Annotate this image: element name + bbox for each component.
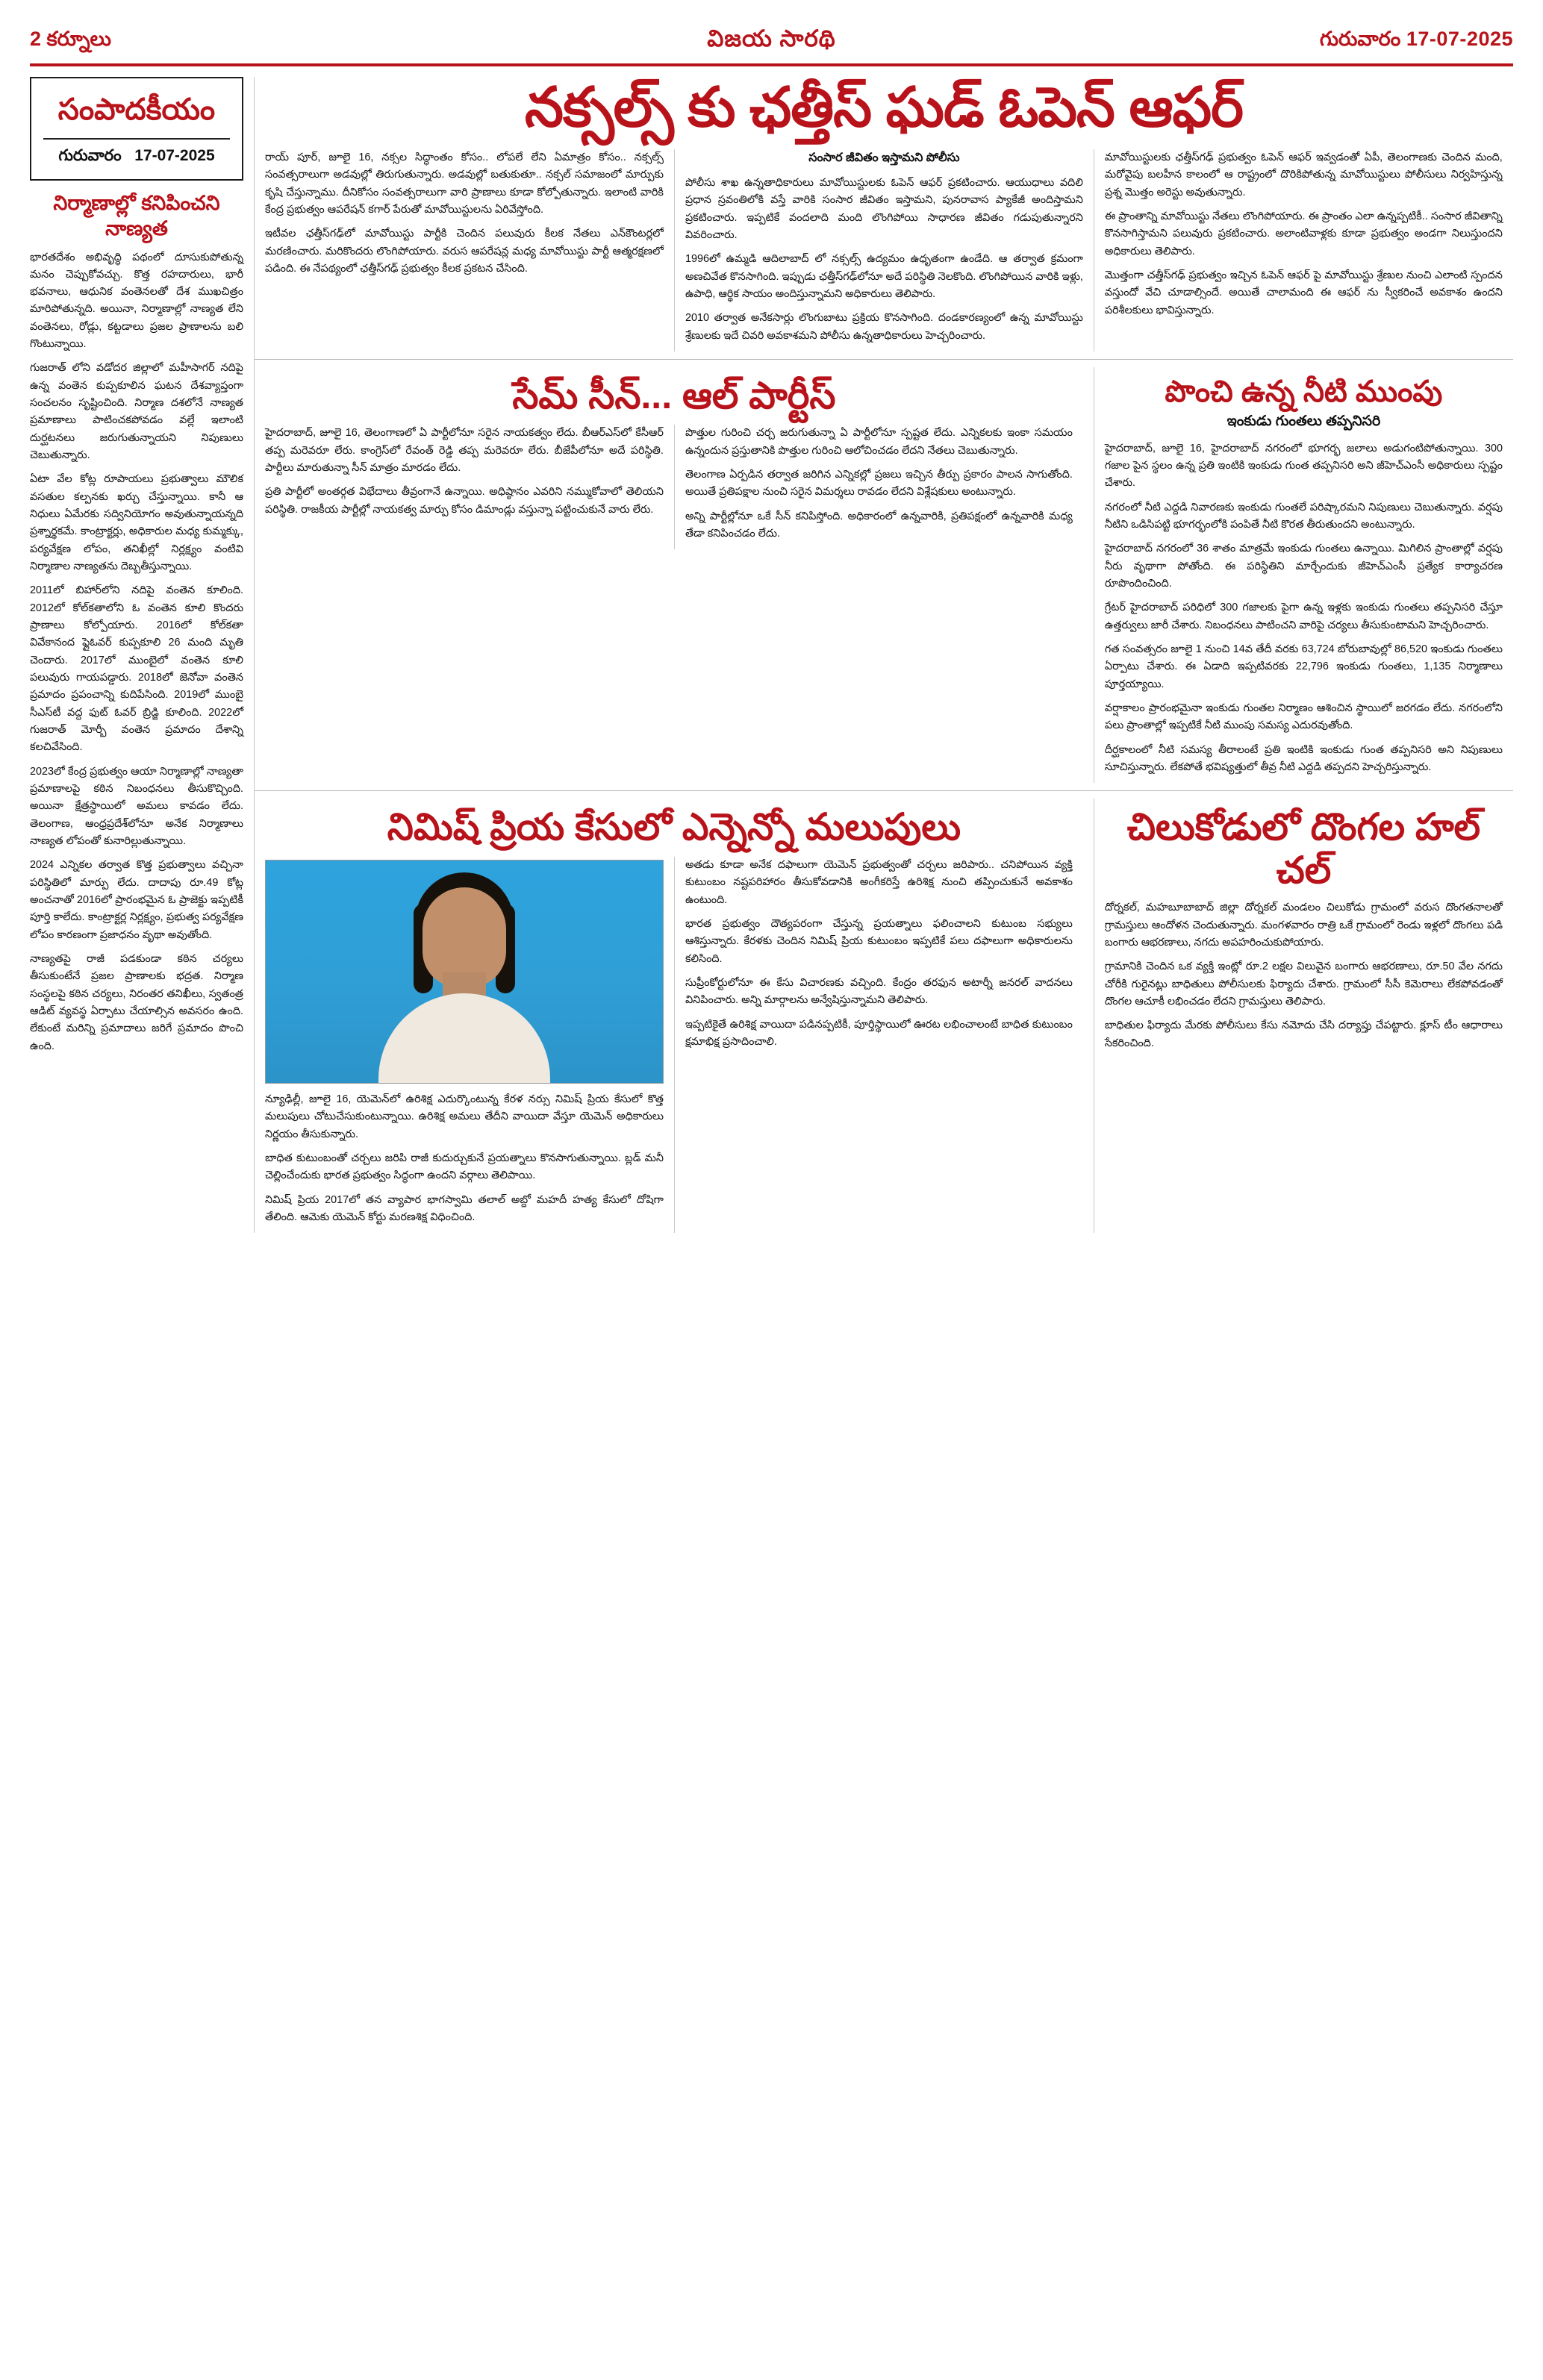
page-content: [30, 77, 1513, 1233]
nimisha-photo: [265, 860, 664, 1084]
water-para: వర్షాకాలం ప్రారంభమైనా ఇంకుడు గుంతల నిర్మాణం ఆశించిన స్థాయిలో జరగడం లేదు. నగరంలోని పలు ప్రాంతాల్లో ఇప్పటికే నీటి ముంపు సమస్య ఎదురవుతోంది.: [1104, 702, 1503, 732]
lead-para: ఇటీవల ఛత్తీస్‌గఢ్‌లో మావోయిస్టు పార్టీకి చెందిన పలువురు కీలక నేతలు ఎన్‌కౌంటర్లలో మరణించారు. మరికొందరు లొంగిపోయారు. వరుస ఆపరేషన్ల మధ్య మావోయిస్టు పార్టీ ఆత్మరక్షణలో పడింది. ఈ నేపథ్యంలో ఛత్తీస్‌గఢ్ ప్రభుత్వం కీలక ప్రకటన చేసింది.: [265, 228, 664, 275]
editorial-para: 2024 ఎన్నికల తర్వాత కొత్త ప్రభుత్వాలు వచ్చినా పరిస్థితిలో మార్పు లేదు. దాదాపు రూ.49 కోట్ల అంచనాతో 2016లో ప్రారంభమైన ఓ ప్రాజెక్టు ఇప్పటికీ పూర్తి కాలేదు. కాంట్రాక్టర్ల నిర్లక్ష్యం, ప్రభుత్వ పర్యవేక్షణ లోపం కారణంగా ప్రజాధనం వృథా అవుతోంది.: [30, 859, 243, 941]
main-area: [254, 77, 1513, 1233]
editorial-para: 2011లో బిహార్‌లోని నదిపై వంతెన కూలింది. 2012లో కోల్‌కతాలోని ఓ వంతెన కూలి కొందరు ప్రాణాలు కోల్పోయారు. 2016లో కోల్‌కతా వివేకానంద ఫ్లైఓవర్ కుప్పకూలి 26 మంది మృతి చెందారు. 2017లో ముంబైలో వంతెన కూలి పలువురు గాయపడ్డారు. 2018లో జెనోవా వంతెన ప్రమాదం ప్రపంచాన్ని కుదిపేసింది. 2019లో ముంబై సీఎస్‌టీ వద్ద ఫుట్ ఓవర్ బ్రిడ్జి కూలింది. 2022లో గుజరాత్ మోర్బీ వంతెన ప్రమాదం దేశాన్ని కలచివేసింది.: [30, 584, 243, 754]
nimisha-headline: నిమిష్ ప్రియ కేసులో ఎన్నెన్నో మలుపులు: [387, 806, 961, 849]
editorial-para: నాణ్యతపై రాజీ పడకుండా కఠిన చర్యలు తీసుకుంటేనే ప్రజల ప్రాణాలకు భద్రత. నిర్మాణ సంస్థలపై కఠిన చర్యలు, నిరంతర తనిఖీలు, స్వతంత్ర ఆడిట్ వ్యవస్థ ఏర్పాటు చేయాల్సిన అవసరం ఉంది. లేకుంటే మరిన్ని ప్రమాదాలు జరిగే ప్రమాదం పొంచి ఉంది.: [30, 952, 243, 1052]
nimisha-para: సుప్రీంకోర్టులోనూ ఈ కేసు విచారణకు వచ్చింది. కేంద్రం తరఫున అటార్నీ జనరల్ వాదనలు వినిపించారు. అన్ని మార్గాలను అన్వేషిస్తున్నామని తెలిపారు.: [685, 976, 1073, 1007]
lead-para: పోలీసు శాఖ ఉన్నతాధికారులు మావోయిస్టులకు ఓపెన్ ఆఫర్ ప్రకటించారు. ఆయుధాలు వదిలి ప్రధాన స్రవంతిలోకి వస్తే వారికి సంసార జీవితం ఇస్తామని, పునరావాస ప్యాకేజీ అందిస్తామని ప్రకటించారు. ఇప్పటికే వందలాది మంది లొంగిపోయి సాధారణ జీవితం గడుపుతున్నారని వివరించారు.: [685, 176, 1083, 241]
nimisha-para: న్యూఢిల్లీ, జూలై 16, యెమెన్‌లో ఉరిశిక్ష ఎదుర్కొంటున్న కేరళ నర్సు నిమిష్ ప్రియ కేసులో కొత్త మలుపులు చోటుచేసుకుంటున్నాయి. ఉరిశిక్ష అమలు తేదీని వాయిదా వేస్తూ యెమెన్ అధికారులు నిర్ణయం తీసుకున్నారు.: [265, 1093, 664, 1140]
lead-para: ఈ ప్రాంతాన్ని మావోయిస్టు నేతలు లొంగిపోయారు. ఈ ప్రాంతం ఎలా ఉన్నప్పటికీ.. సంసార జీవితాన్ని కొనసాగిస్తామని పలువురు ప్రకటించారు. అలాంటివాళ్లకు కూడా ప్రభుత్వం అండగా నిలుస్తుందని అధికారులు తెలిపారు.: [1104, 210, 1503, 257]
shoulders-shape: [378, 993, 550, 1083]
lead-para: మొత్తంగా చత్తీస్‌గఢ్ ప్రభుత్వం ఇచ్చిన ఓపెన్ ఆఫర్ పై మావోయిస్టు శ్రేణుల నుంచి ఎలాంటి స్పందన వస్తుందో వేచి చూడాల్సిందే. అయితే చాలామంది ఈ ఆఫర్ ను స్వీకరించే అవకాశం ఉందని పరిశీలకులు భావిస్తున్నారు.: [1104, 269, 1503, 316]
nimisha-para: అతడు కూడా అనేక దఫాలుగా యెమెన్ ప్రభుత్వంతో చర్చలు జరిపారు.. చనిపోయిన వ్యక్తి కుటుంబం నష్టపరిహారం తీసుకోవడానికి అంగీకరిస్తే ఉరిశిక్ష నుంచి తప్పించుకునే అవకాశం ఉంటుంది.: [685, 858, 1073, 906]
editorial-para: గుజరాత్ లోని వడోదర జిల్లాలో మహీసాగర్ నదిపై ఉన్న వంతెన కుప్పకూలిన ఘటన దేశవ్యాప్తంగా సంచలనం సృష్టించింది. నిర్మాణ దశలోనే నాణ్యత ప్రమాణాలు పాటించకపోవడం వల్లే ఇలాంటి దుర్ఘటనలు జరుగుతున్నాయని నిపుణులు చెబుతున్నారు.: [30, 362, 243, 462]
lower-section: [255, 799, 1513, 1233]
water-para: హైదరాబాద్ నగరంలో 36 శాతం మాత్రమే ఇంకుడు గుంతలు ఉన్నాయి. మిగిలిన ప్రాంతాల్లో వర్షపు నీరు వృథాగా పోతోంది. ఈ పరిస్థితిని మార్చేందుకు జీహెచ్ఎంసీ ప్రత్యేక కార్యాచరణ రూపొందించింది.: [1104, 543, 1503, 590]
water-para: గత సంవత్సరం జూలై 1 నుంచి 14వ తేదీ వరకు 63,724 బోరుబావుల్లో 86,520 ఇంకుడు గుంతలు ఏర్పాటు చేశారు. ఈ ఏడాది ఇప్పటివరకు 22,796 ఇంకుడు గుంతలు, 1,135 నిర్మాణాలు పూర్తయ్యాయి.: [1104, 643, 1503, 690]
masthead-date: [1192, 28, 1513, 56]
nimisha-para: భారత ప్రభుత్వం దౌత్యపరంగా చేస్తున్న ప్రయత్నాలు ఫలించాలని కుటుంబ సభ్యులు ఆశిస్తున్నారు. కేరళకు చెందిన నిమిష్ ప్రియ కుటుంబం ఇప్పటికే పలు దఫాలుగా అధికారులను కలిసింది.: [685, 917, 1073, 965]
editorial-para: భారతదేశం అభివృద్ధి పథంలో దూసుకుపోతున్న మనం చెప్పుకోవచ్చు. కొత్త రహదారులు, భారీ భవనాలు, ఆధునిక వంతెనలతో దేశ ముఖచిత్రం మారిపోతున్నది. అయినా, నిర్మాణాల్లో నాణ్యత లేని వంతెనలు, రోడ్లు, కట్టడాలు ప్రజల ప్రాణాలను బలి గొంటున్నాయి.: [30, 251, 243, 351]
editorial-date-value: 17-07-2025: [134, 147, 215, 164]
masthead: [30, 25, 1513, 66]
lead-para: 2010 తర్వాత అనేకసార్లు లొంగుబాటు ప్రక్రియ కొనసాగింది. దండకారణ్యంలో ఉన్న మావోయిస్టు శ్రేణులకు ఇదే చివరి అవకాశమని పోలీసు ఉన్నతాధికారులు హెచ్చరించారు.: [685, 312, 1083, 342]
nimisha-col-1: [265, 857, 674, 1233]
same-scene-para: అన్ని పార్టీల్లోనూ ఒకే సీన్ కనిపిస్తోంది. అధికారంలో ఉన్నవారికి, ప్రతిపక్షంలో ఉన్నవారికి మధ్య తేడా కనిపించడం లేదు.: [685, 510, 1073, 540]
nimisha-article: [255, 799, 1094, 1233]
lead-col-3: [1094, 149, 1513, 352]
paper-name: విజయ సారథి: [707, 25, 836, 51]
editorial-title: సంపాదకీయం: [57, 93, 216, 126]
lead-col-1: [255, 149, 674, 352]
lead-para: రాయ్ పూర్, జూలై 16, నక్సల సిద్ధాంతం కోసం.. లోపలే లేని ఏమాత్రం కోసం.. నక్సల్స్ సంవత్సరాలుగా అడవుల్లో తిరుగుతున్నారు. అడవుల్లో బతుకుతూ.. నక్సల్ సమాజంలో మార్పుకు కృషి చేస్తున్నాము. దీనికోసం సంవత్సరాలుగా వారి ప్రాణాలు కూడా కోల్పోతున్నారు. ఇలాంటి వారికి కేంద్ర ప్రభుత్వం ఆపరేషన్ కగార్ పేరుతో మావోయిస్టులను ఏరివేస్తోంది.: [265, 151, 664, 216]
lead-col-2: [674, 149, 1094, 352]
water-para: హైదరాబాద్, జూలై 16, హైదరాబాద్ నగరంలో భూగర్భ జలాలు అడుగంటిపోతున్నాయి. 300 గజాల పైన స్థలం ఉన్న ప్రతి ఇంటికి ఇంకుడు గుంత తప్పనిసరి అని జీహెచ్ఎంసీ అధికారులు స్పష్టం చేశారు.: [1104, 442, 1503, 490]
nimisha-col-2: [674, 857, 1083, 1233]
theft-para: బాధితుల ఫిర్యాదు మేరకు పోలీసులు కేసు నమోదు చేసి దర్యాప్తు చేపట్టారు. క్లూస్ టీం ఆధారాలు సేకరించింది.: [1104, 1019, 1503, 1049]
editorial-box: [30, 77, 243, 181]
lead-subhead: సంసార జీవితం ఇస్తామని పోలీసు: [808, 151, 960, 164]
water-para: నగరంలో నీటి ఎద్దడి నివారణకు ఇంకుడు గుంతలే పరిష్కారమని నిపుణులు చెబుతున్నారు. వర్షపు నీటిని ఒడిసిపట్టి భూగర్భంలోకి పంపితే నీటి కొరత తీరుతుందని అంటున్నారు.: [1104, 501, 1503, 531]
theft-article: [1094, 799, 1513, 1233]
nimisha-para: ఇప్పటికైతే ఉరిశిక్ష వాయిదా పడినప్పటికీ, పూర్తిస్థాయిలో ఊరట లభించాలంటే బాధిత కుటుంబం క్షమాభిక్ష ప్రసాదించాలి.: [685, 1018, 1073, 1048]
editorial-headline: నిర్మాణాల్లో కనిపించని నాణ్యత: [53, 192, 220, 240]
same-scene-col-2: [674, 425, 1083, 549]
portrait-image: [265, 860, 664, 1084]
same-scene-para: ప్రతి పార్టీలో అంతర్గత విభేదాలు తీవ్రంగానే ఉన్నాయి. అధిష్ఠానం ఎవరిని నమ్ముకోవాలో తెలియని పరిస్థితి. రాజకీయ పార్టీల్లో నాయకత్వ మార్పు కోసం డిమాండ్లు వస్తున్నా పట్టించుకునే వారు లేరు.: [265, 486, 664, 516]
lead-para: 1996లో ఉమ్మడి ఆదిలాబాద్ లో నక్సల్స్ ఉద్యమం ఉధృతంగా ఉండేది. ఆ తర్వాత క్రమంగా అణచివేత కొనసాగింది. ఇప్పుడు ఛత్తీస్‌గఢ్‌లోనూ అదే పరిస్థితి నెలకొంది. లొంగిపోయిన వారికి ఇళ్లు, ఉపాధి, ఆర్థిక సాయం అందిస్తున్నామని అధికారులు తెలిపారు.: [685, 253, 1083, 300]
masthead-date-value: 17-07-2025: [1406, 27, 1513, 50]
editorial-para: ఏటా వేల కోట్ల రూపాయలు ప్రభుత్వాలు మౌలిక వసతుల కల్పనకు ఖర్చు చేస్తున్నాయి. కానీ ఆ నిధులు ఏమేరకు సద్వినియోగం అవుతున్నాయన్నది ప్రశ్నార్థకమే. కాంట్రాక్టర్లు, అధికారుల మధ్య కుమ్మక్కు, పర్యవేక్షణ లోపం, తనిఖీల్లో నిర్లక్ష్యం వంటివి నిర్మాణాల నాణ్యతను దెబ్బతీస్తున్నాయి.: [30, 473, 243, 573]
editorial-body: [30, 249, 243, 1055]
page-label: 2 కర్నూలు: [30, 27, 112, 50]
water-headline: పొంచి ఉన్న నీటి ముంపు: [1165, 375, 1443, 408]
editorial-day: గురువారం: [58, 147, 122, 164]
water-subhead: ఇంకుడు గుంతలు తప్పనిసరి: [1226, 413, 1381, 429]
same-scene-article: [255, 367, 1094, 784]
editorial-column: [30, 77, 254, 1233]
theft-para: దోర్నకల్, మహబూబాబాద్ జిల్లా దోర్నకల్ మండలం చిలుకోడు గ్రామంలో వరుస దొంగతనాలతో గ్రామస్తులు ఆందోళన చెందుతున్నారు. మంగళవారం రాత్రి ఒకే గ్రామంలో రెండు ఇళ్లలో దొంగలు పడి బంగారు ఆభరణాలు, నగదు అపహరించుకుపోయారు.: [1104, 902, 1503, 949]
theft-headline: చిలుకోడులో దొంగల హల్ చల్: [1126, 806, 1481, 891]
editorial-divider: [43, 138, 230, 140]
theft-para: గ్రామానికి చెందిన ఒక వ్యక్తి ఇంట్లో రూ.2 లక్షల విలువైన బంగారు ఆభరణాలు, రూ.50 వేల నగదు చోరీకి గురైనట్లు బాధితులు పోలీసులకు ఫిర్యాదు చేశారు. గ్రామంలో సీసీ కెమెరాలు లేకపోవడంతో దొంగల ఆచూకీ లభించడం లేదని గ్రామస్తులు తెలిపారు.: [1104, 961, 1503, 1008]
water-para: గ్రేటర్ హైదరాబాద్ పరిధిలో 300 గజాలకు పైగా ఉన్న ఇళ్లకు ఇంకుడు గుంతలు తప్పనిసరి చేస్తూ ఉత్తర్వులు జారీ చేశారు. నిబంధనలు పాటించని వారిపై చర్యలు తీసుకుంటామని హెచ్చరించారు.: [1104, 602, 1503, 631]
nimisha-para: బాధిత కుటుంబంతో చర్చలు జరిపి రాజీ కుదుర్చుకునే ప్రయత్నాలు కొనసాగుతున్నాయి. బ్లడ్ మనీ చెల్లించేందుకు భారత ప్రభుత్వం సిద్ధంగా ఉందని వర్గాలు తెలిపాయి.: [265, 1152, 664, 1182]
lead-article: [255, 149, 1513, 352]
lead-para: మావోయిస్టులకు ఛత్తీస్‌గఢ్ ప్రభుత్వం ఓపెన్ ఆఫర్ ఇవ్వడంతో ఏపీ, తెలంగాణకు చెందిన మంది, మరోవైపు బలహీన కాలంలో ఆ రాష్ట్రంలో దొరికిపోతున్న మావోయిస్టులు పోలీసులు నిర్వహిస్తున్న ప్రశ్న మొత్తం అరెస్టు అవుతున్నారు.: [1104, 151, 1503, 199]
mid-section: [255, 367, 1513, 784]
same-scene-para: పొత్తుల గురించి చర్చ జరుగుతున్నా ఏ పార్టీలోనూ స్పష్టత లేదు. ఎన్నికలకు ఇంకా సమయం ఉన్నందున ప్రస్తుతానికి పొత్తుల గురించి ఆలోచించడం లేదని నేతలు చెబుతున్నారు.: [685, 427, 1073, 457]
water-para: దీర్ఘకాలంలో నీటి సమస్య తీరాలంటే ప్రతి ఇంటికి ఇంకుడు గుంత తప్పనిసరి అని నిపుణులు సూచిస్తున్నారు. లేకపోతే భవిష్యత్తులో తీవ్ర నీటి ఎద్దడి తప్పదని హెచ్చరిస్తున్నారు.: [1104, 743, 1503, 774]
divider: [255, 359, 1513, 360]
same-scene-para: హైదరాబాద్, జూలై 16, తెలంగాణలో ఏ పార్టీలోనూ సరైన నాయకత్వం లేదు. బీఆర్ఎస్‌లో కేసీఆర్ తప్ప మరెవరూ లేరు. కాంగ్రెస్‌లో రేవంత్ రెడ్డి తప్ప మరెవరూ లేరు. బీజేపీలోనూ అదే పరిస్థితి. పార్టీలు మారుతున్నా సీన్ మాత్రం మారడం లేదు.: [265, 427, 664, 474]
divider: [255, 790, 1513, 791]
same-scene-col-1: [265, 425, 674, 549]
same-scene-headline: సేమ్ సీన్... ఆల్ పార్టీస్: [512, 374, 836, 416]
editorial-date: [39, 147, 234, 169]
water-article: [1094, 367, 1513, 784]
nimisha-para: నిమిష్ ప్రియ 2017లో తన వ్యాపార భాగస్వామి తలాల్ అబ్దో మహదీ హత్య కేసులో దోషిగా తేలింది. ఆమెకు యెమెన్ కోర్టు మరణశిక్ష విధించింది.: [265, 1193, 664, 1223]
lead-headline: నక్సల్స్ కు ఛత్తీస్ ఘడ్ ఓపెన్ ఆఫర్: [525, 76, 1243, 138]
editorial-para: 2023లో కేంద్ర ప్రభుత్వం ఆయా నిర్మాణాల్లో నాణ్యతా ప్రమాణాలపై కఠిన నిబంధనలు తీసుకొచ్చింది. అయినా క్షేత్రస్థాయిలో అమలు కావడం లేదు. తెలంగాణ, ఆంధ్రప్రదేశ్‌లోనూ అనేక నిర్మాణాలు నాణ్యత లోపంతో కునారిల్లుతున్నాయి.: [30, 765, 243, 847]
same-scene-para: తెలంగాణ ఏర్పడిన తర్వాత జరిగిన ఎన్నికల్లో ప్రజలు ఇచ్చిన తీర్పు ప్రకారం పాలన సాగుతోంది. అయితే ప్రతిపక్షాల నుంచి సరైన విమర్శలు రావడం లేదని విశ్లేషకులు అంటున్నారు.: [685, 468, 1073, 499]
masthead-day: గురువారం: [1319, 27, 1401, 50]
